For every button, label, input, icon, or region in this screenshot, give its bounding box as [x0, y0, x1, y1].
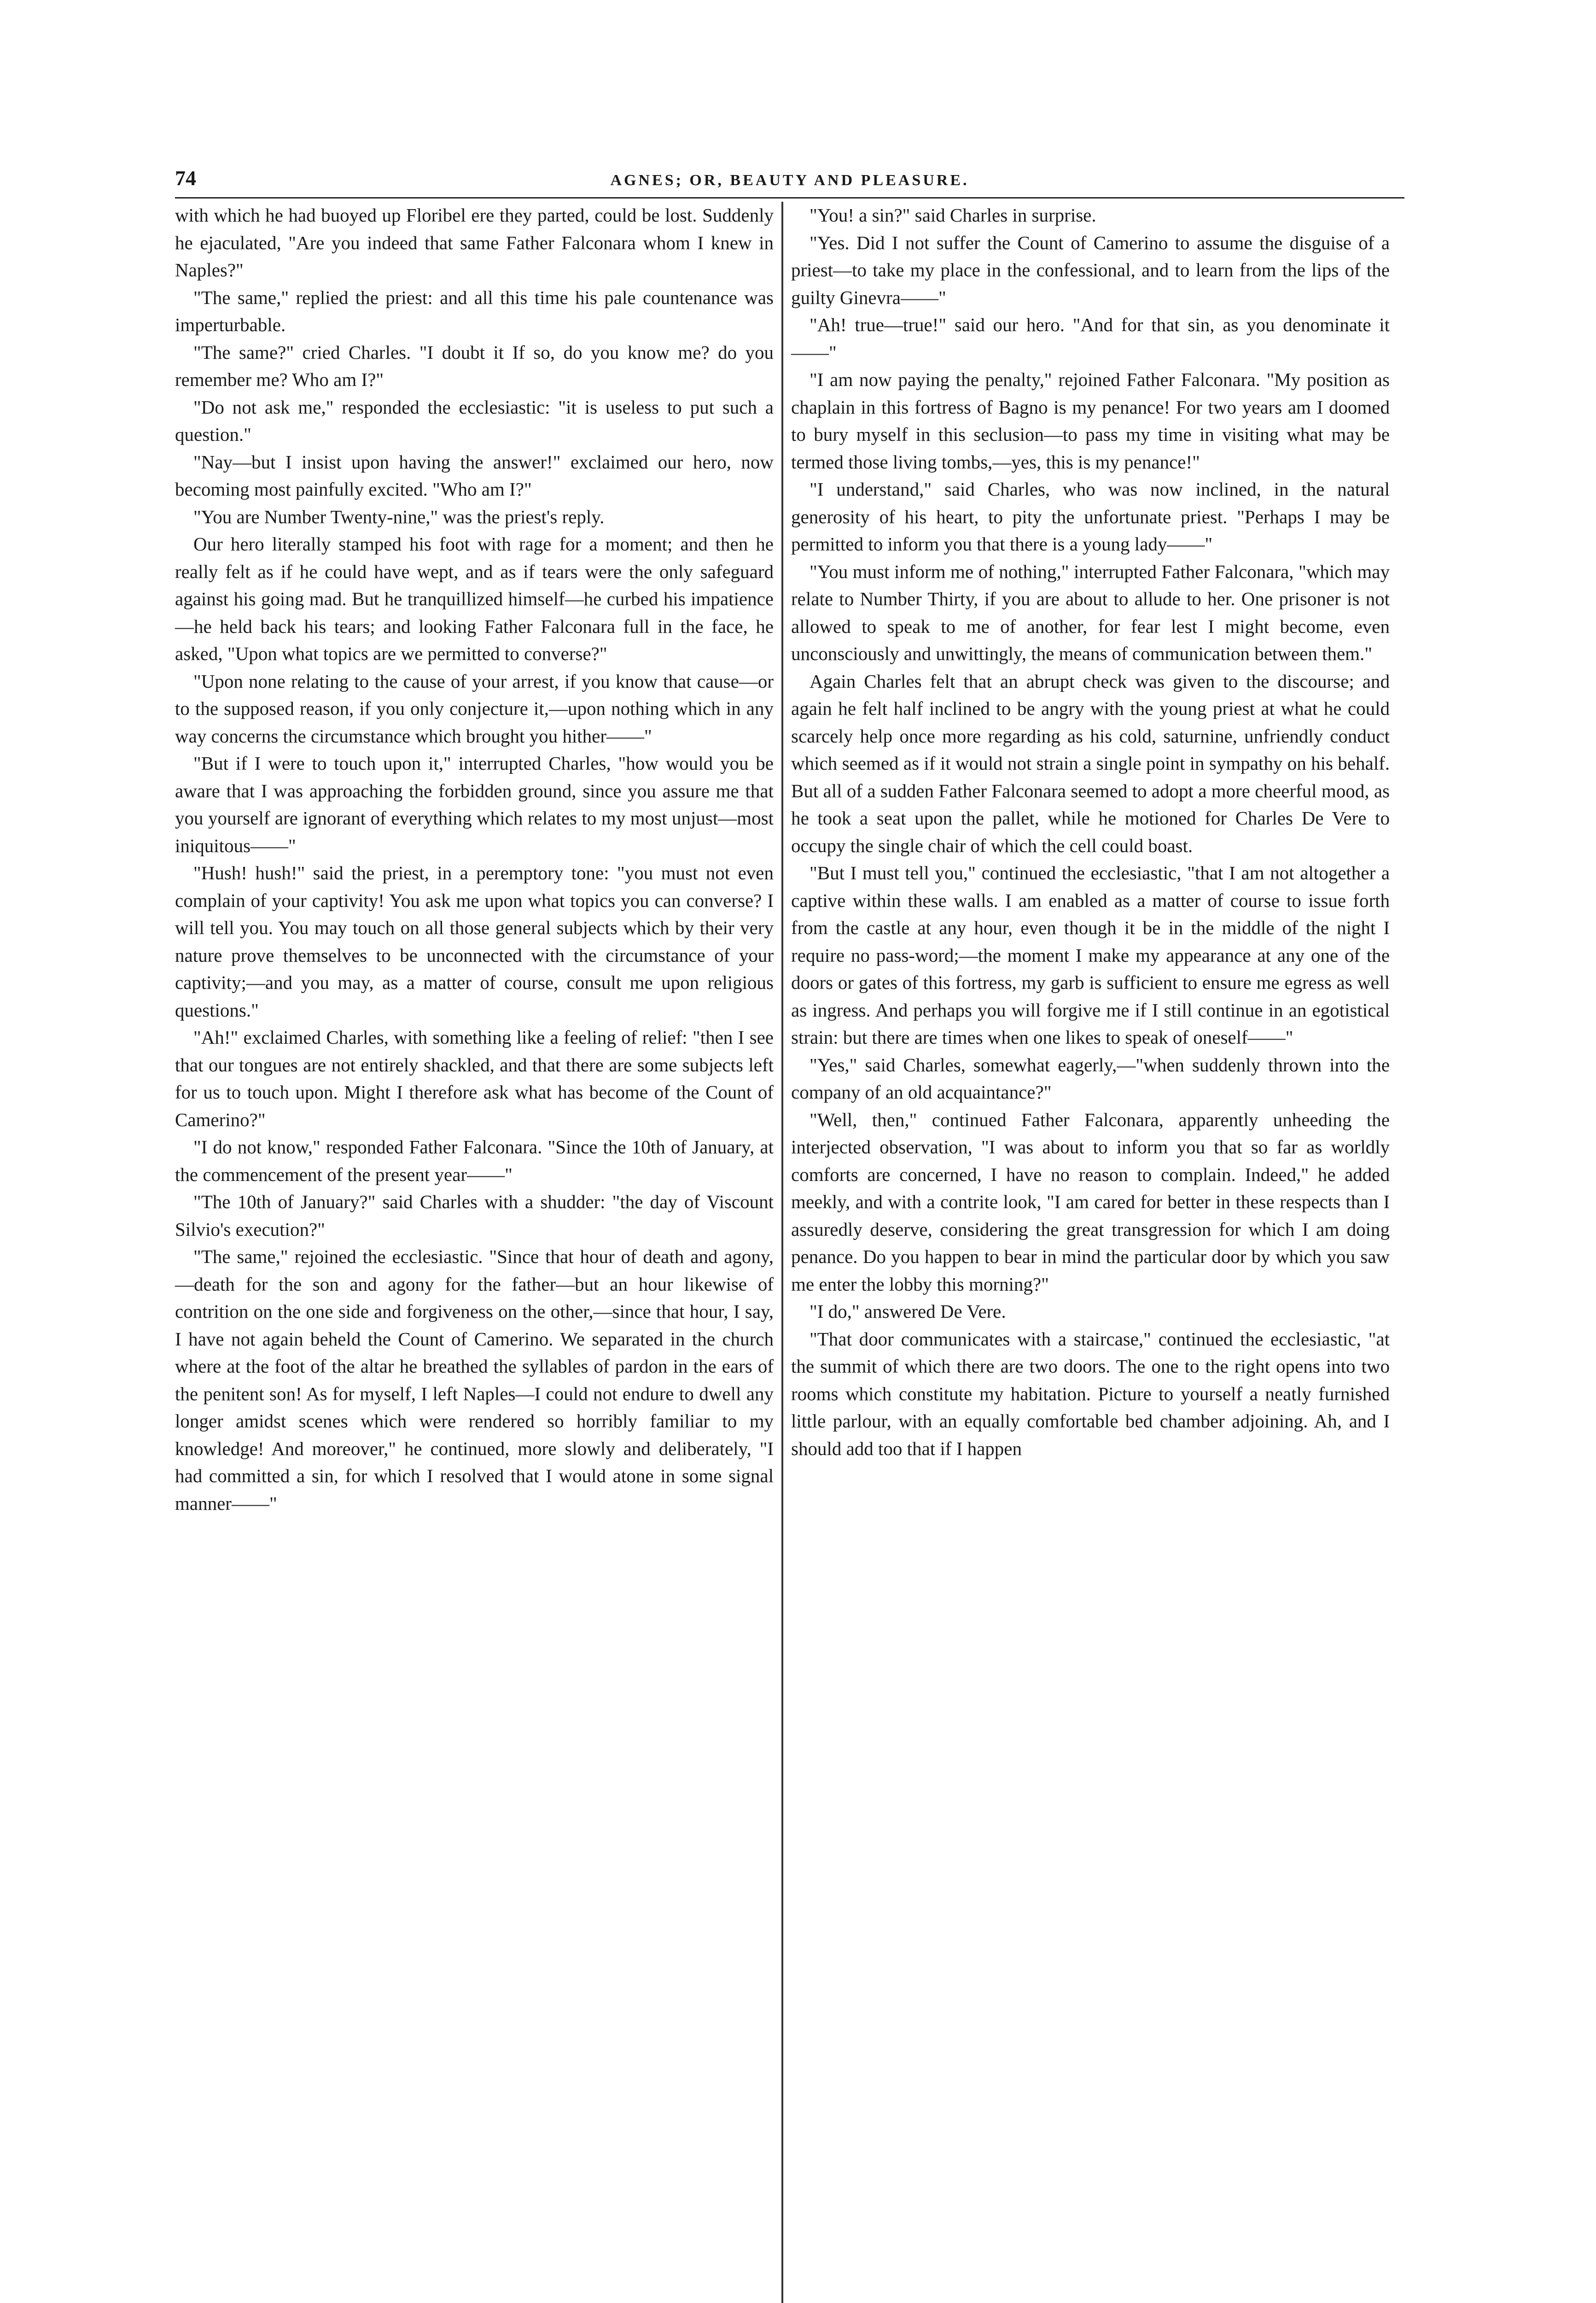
- paragraph: with which he had buoyed up Floribel ere they parted, could be lost. Suddenly he ejaculated, "Are you indeed that same Father Falconara whom I knew in Naples?": [175, 205, 774, 281]
- paragraph: "Well, then," continued Father Falconara, apparently unheeding the interjected observation, "I was about to inform you that so far as worldly comforts are concerned, I have no reason to complain. Indeed," he added meekly, and with a contrite look, "I am cared for better in these respects than I assuredly deserve, considering the great transgression for which I am doing penance. Do you happen to bear in mind the particular door by which you saw me enter the lobby this morning?": [791, 1109, 1390, 1295]
- right-column: [791, 202, 1390, 2303]
- paragraph: "But I must tell you," continued the ecclesiastic, "that I am not altogether a captive within these walls. I am enabled as a matter of course to issue forth from the castle at any hour, even though it be in the middle of the night I require no pass-word;—the moment I make my appearance at any one of the doors or gates of this fortress, my garb is sufficient to ensure me egress as well as ingress. And perhaps you will forgive me if I still continue in an egotistical strain: but there are times when one likes to speak of oneself——": [791, 862, 1390, 1048]
- paragraph: "I understand," said Charles, who was now inclined, in the natural generosity of his heart, to pity the unfortunate priest. "Perhaps I may be permitted to inform you that there is a young lady——": [791, 479, 1390, 555]
- paragraph: "I do not know," responded Father Falconara. "Since the 10th of January, at the commencement of the present year——": [175, 1136, 774, 1185]
- paragraph: "Nay—but I insist upon having the answer!" exclaimed our hero, now becoming most painfully excited. "Who am I?": [175, 451, 774, 500]
- paragraph: "But if I were to touch upon it," interrupted Charles, "how would you be aware that I was approaching the forbidden ground, since you assure me that you yourself are ignorant of everything which relates to my most unjust—most iniquitous——": [175, 753, 774, 856]
- newspaper-page: [175, 166, 1404, 2303]
- paragraph: "The same," replied the priest: and all this time his pale countenance was imperturbable.: [175, 286, 774, 335]
- left-column: [175, 202, 774, 2303]
- paragraph: "I do," answered De Vere.: [810, 1301, 1006, 1322]
- paragraph: "I am now paying the penalty," rejoined Father Falconara. "My position as chaplain in this fortress of Bagno is my penance! For two years am I doomed to bury myself in this seclusion—to pass my time in visiting what may be termed those living tombs,—yes, this is my penance!": [791, 369, 1390, 473]
- paragraph: "Ah!" exclaimed Charles, with something like a feeling of relief: "then I see that our tongues are not entirely shackled, and that there are some subjects left for us to touch upon. Might I therefore ask what has become of the Count of Camerino?": [175, 1027, 774, 1130]
- paragraph: Again Charles felt that an abrupt check was given to the discourse; and again he felt half inclined to be angry with the young priest at what he could scarcely help once more regarding as his cold, saturnine, unfriendly conduct which seemed as if it would not strain a single point in sympathy on his behalf. But all of a sudden Father Falconara seemed to adopt a more cheerful mood, as he took a seat upon the pallet, while he motioned for Charles De Vere to occupy the single chair of which the cell could boast.: [791, 670, 1390, 856]
- paragraph: "The same," rejoined the ecclesiastic. "Since that hour of death and agony,—death for the son and agony for the father—but an hour likewise of contrition on the one side and forgiveness on the other,—since that hour, I say, I have not again beheld the Count of Camerino. We separated in the church where at the foot of the altar he breathed the syllables of pardon in the ears of the penitent son! As for myself, I left Naples—I could not endure to dwell any longer amidst scenes which were rendered so horribly familiar to my knowledge! And moreover," he continued, more slowly and deliberately, "I had committed a sin, for which I resolved that I would atone in some signal manner——": [175, 1246, 774, 1514]
- paragraph: "Ah! true—true!" said our hero. "And for that sin, as you denominate it——": [791, 314, 1390, 363]
- paragraph: "Hush! hush!" said the priest, in a peremptory tone: "you must not even complain of your captivity! You ask me upon what topics you can converse? I will tell you. You may touch on all those general subjects which by their very nature prove themselves to be unconnected with the circumstance of your captivity;—and you may, as a matter of course, consult me upon religious questions.": [175, 862, 774, 1021]
- paragraph: "Upon none relating to the cause of your arrest, if you know that cause—or to the supposed reason, if you only conjecture it,—upon nothing which in any way concerns the circumstance which brought you hither——": [175, 670, 774, 747]
- paragraph: "You are Number Twenty-nine," was the priest's reply.: [193, 506, 605, 527]
- page-header: [175, 166, 1404, 199]
- paragraph: Our hero literally stamped his foot with rage for a moment; and then he really felt as if he could have wept, and as if tears were the only safeguard against his going mad. But he tranquillized himself—he curbed his impatience—he held back his tears; and looking Father Falconara full in the face, he asked, "Upon what topics are we permitted to converse?": [175, 533, 774, 664]
- paragraph: "Yes. Did I not suffer the Count of Camerino to assume the disguise of a priest—to take my place in the confessional, and to learn from the lips of the guilty Ginevra——": [791, 232, 1390, 308]
- paragraph: "That door communicates with a staircase," continued the ecclesiastic, "at the summit of which there are two doors. The one to the right opens into two rooms which constitute my habitation. Picture to yourself a neatly furnished little parlour, with an equally comfortable bed chamber adjoining. Ah, and I should add too that if I happen: [791, 1328, 1390, 1459]
- page-number: 74: [175, 166, 196, 190]
- paragraph: "You must inform me of nothing," interrupted Father Falconara, "which may relate to Number Thirty, if you are about to allude to her. One prisoner is not allowed to speak to me of another, for fear lest I might become, even unconsciously and unwittingly, the means of communication between them.": [791, 561, 1390, 664]
- paragraph: "The same?" cried Charles. "I doubt it If so, do you know me? do you remember me? Who am I?": [175, 341, 774, 390]
- paragraph: "Yes," said Charles, somewhat eagerly,—"when suddenly thrown into the company of an old acquaintance?": [791, 1054, 1390, 1103]
- paragraph: "Do not ask me," responded the ecclesiastic: "it is useless to put such a question.": [175, 396, 774, 445]
- column-rule: [781, 202, 783, 2303]
- running-head: AGNES; OR, BEAUTY AND PLEASURE.: [610, 172, 969, 189]
- paragraph: "The 10th of January?" said Charles with a shudder: "the day of Viscount Silvio's execution?": [175, 1191, 774, 1240]
- paragraph: "You! a sin?" said Charles in surprise.: [810, 205, 1096, 226]
- text-columns: [175, 202, 1404, 2303]
